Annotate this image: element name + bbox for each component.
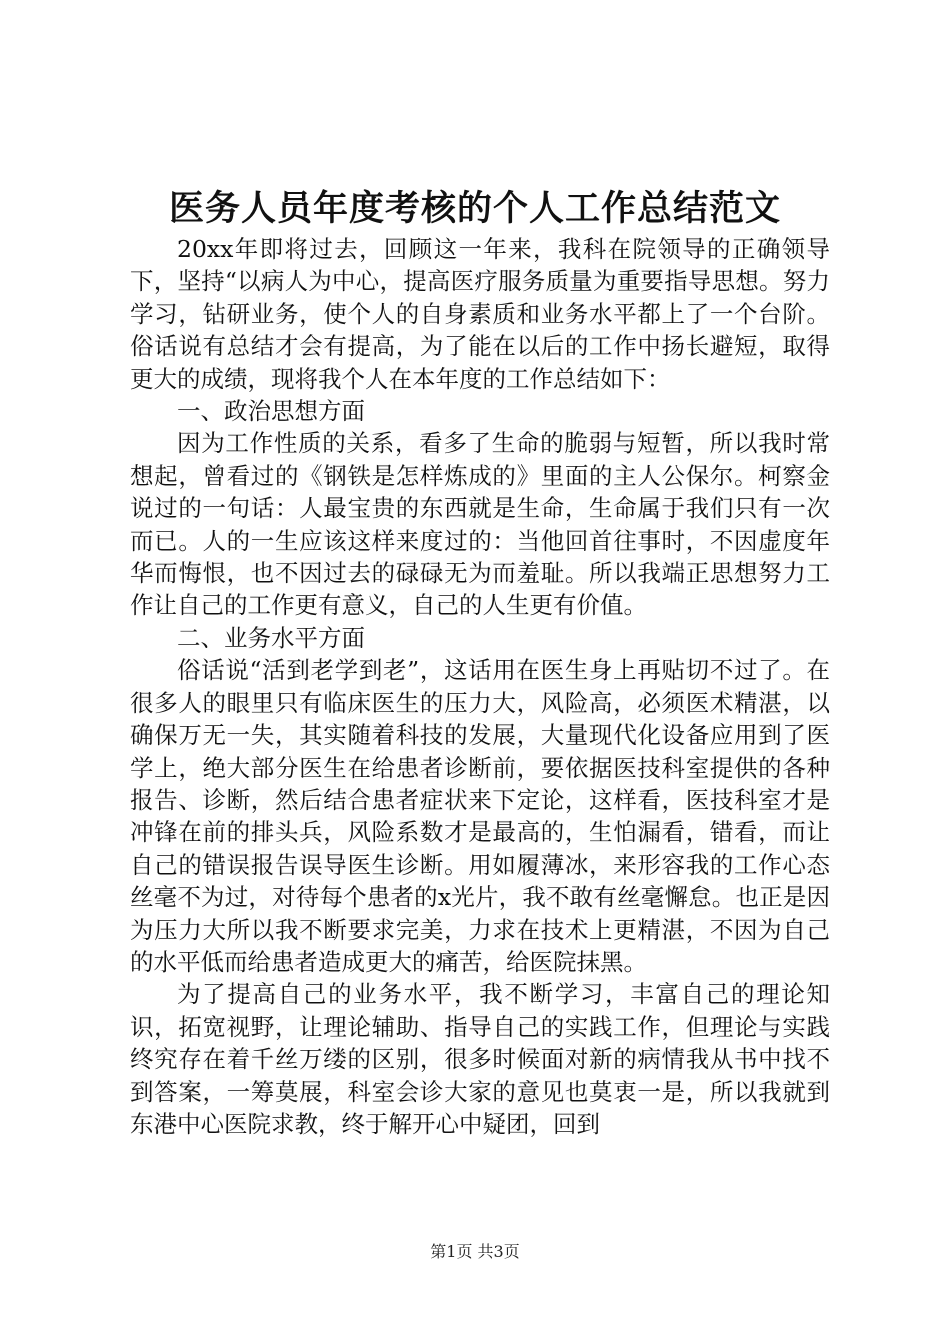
study-paragraph: 为了提高自己的业务水平，我不断学习，丰富自己的理论知识，拓宽视野，让理论辅助、指导自己的实践工作，但理论与实践终究存在着千丝万缕的区别，很多时候面对新的病情我从书中找不到答案，一筹莫展，科室会诊大家的意见也莫衷一是，所以我就到东港中心医院求教，终于解开心中疑团，回到	[130, 980, 830, 1138]
politics-paragraph: 因为工作性质的关系，看多了生命的脆弱与短暂，所以我时常想起，曾看过的《钢铁是怎样炼成的》里面的主人公保尔。柯察金说过的一句话：人最宝贵的东西就是生命，生命属于我们只有一次而已。人的一生应该这样来度过的：当他回首往事时，不因虚度年华而悔恨，也不因过去的碌碌无为而羞耻。所以我端正思想努力工作让自己的工作更有意义，自己的人生更有价值。	[130, 429, 830, 620]
business-paragraph: 俗话说“活到老学到老”，这话用在医生身上再贴切不过了。在很多人的眼里只有临床医生的压力大，风险高，必须医术精湛，以确保万无一失，其实随着科技的发展，大量现代化设备应用到了医学上，绝大部分医生在给患者诊断前，要依据医技科室提供的各种报告、诊断，然后结合患者症状来下定论，这样看，医技科室才是冲锋在前的排头兵，风险系数才是最高的，生怕漏看，错看，而让自己的错误报告误导医生诊断。用如履薄冰，来形容我的工作心态丝毫不为过，对待每个患者的x光片，我不敢有丝毫懈怠。也正是因为压力大所以我不断要求完美，力求在技术上更精湛，不因为自己的水平低而给患者造成更大的痛苦，给医院抹黑。	[130, 656, 830, 976]
section-heading-business: 二、业务水平方面	[177, 623, 365, 652]
section-heading-politics: 一、政治思想方面	[177, 397, 365, 426]
page-number-footer: 第1页 共3页	[430, 1242, 520, 1261]
document-title: 医务人员年度考核的个人工作总结范文	[168, 189, 781, 229]
intro-paragraph: 20xx年即将过去，回顾这一年来，我科在院领导的正确领导下，坚持“以病人为中心，提高医疗服务质量为重要指导思想。努力学习，钻研业务，使个人的自身素质和业务水平都上了一个台阶。俗话说有总结才会有提高，为了能在以后的工作中扬长避短，取得更大的成绩，现将我个人在本年度的工作总结如下：	[130, 235, 830, 393]
document-body	[130, 233, 830, 1140]
